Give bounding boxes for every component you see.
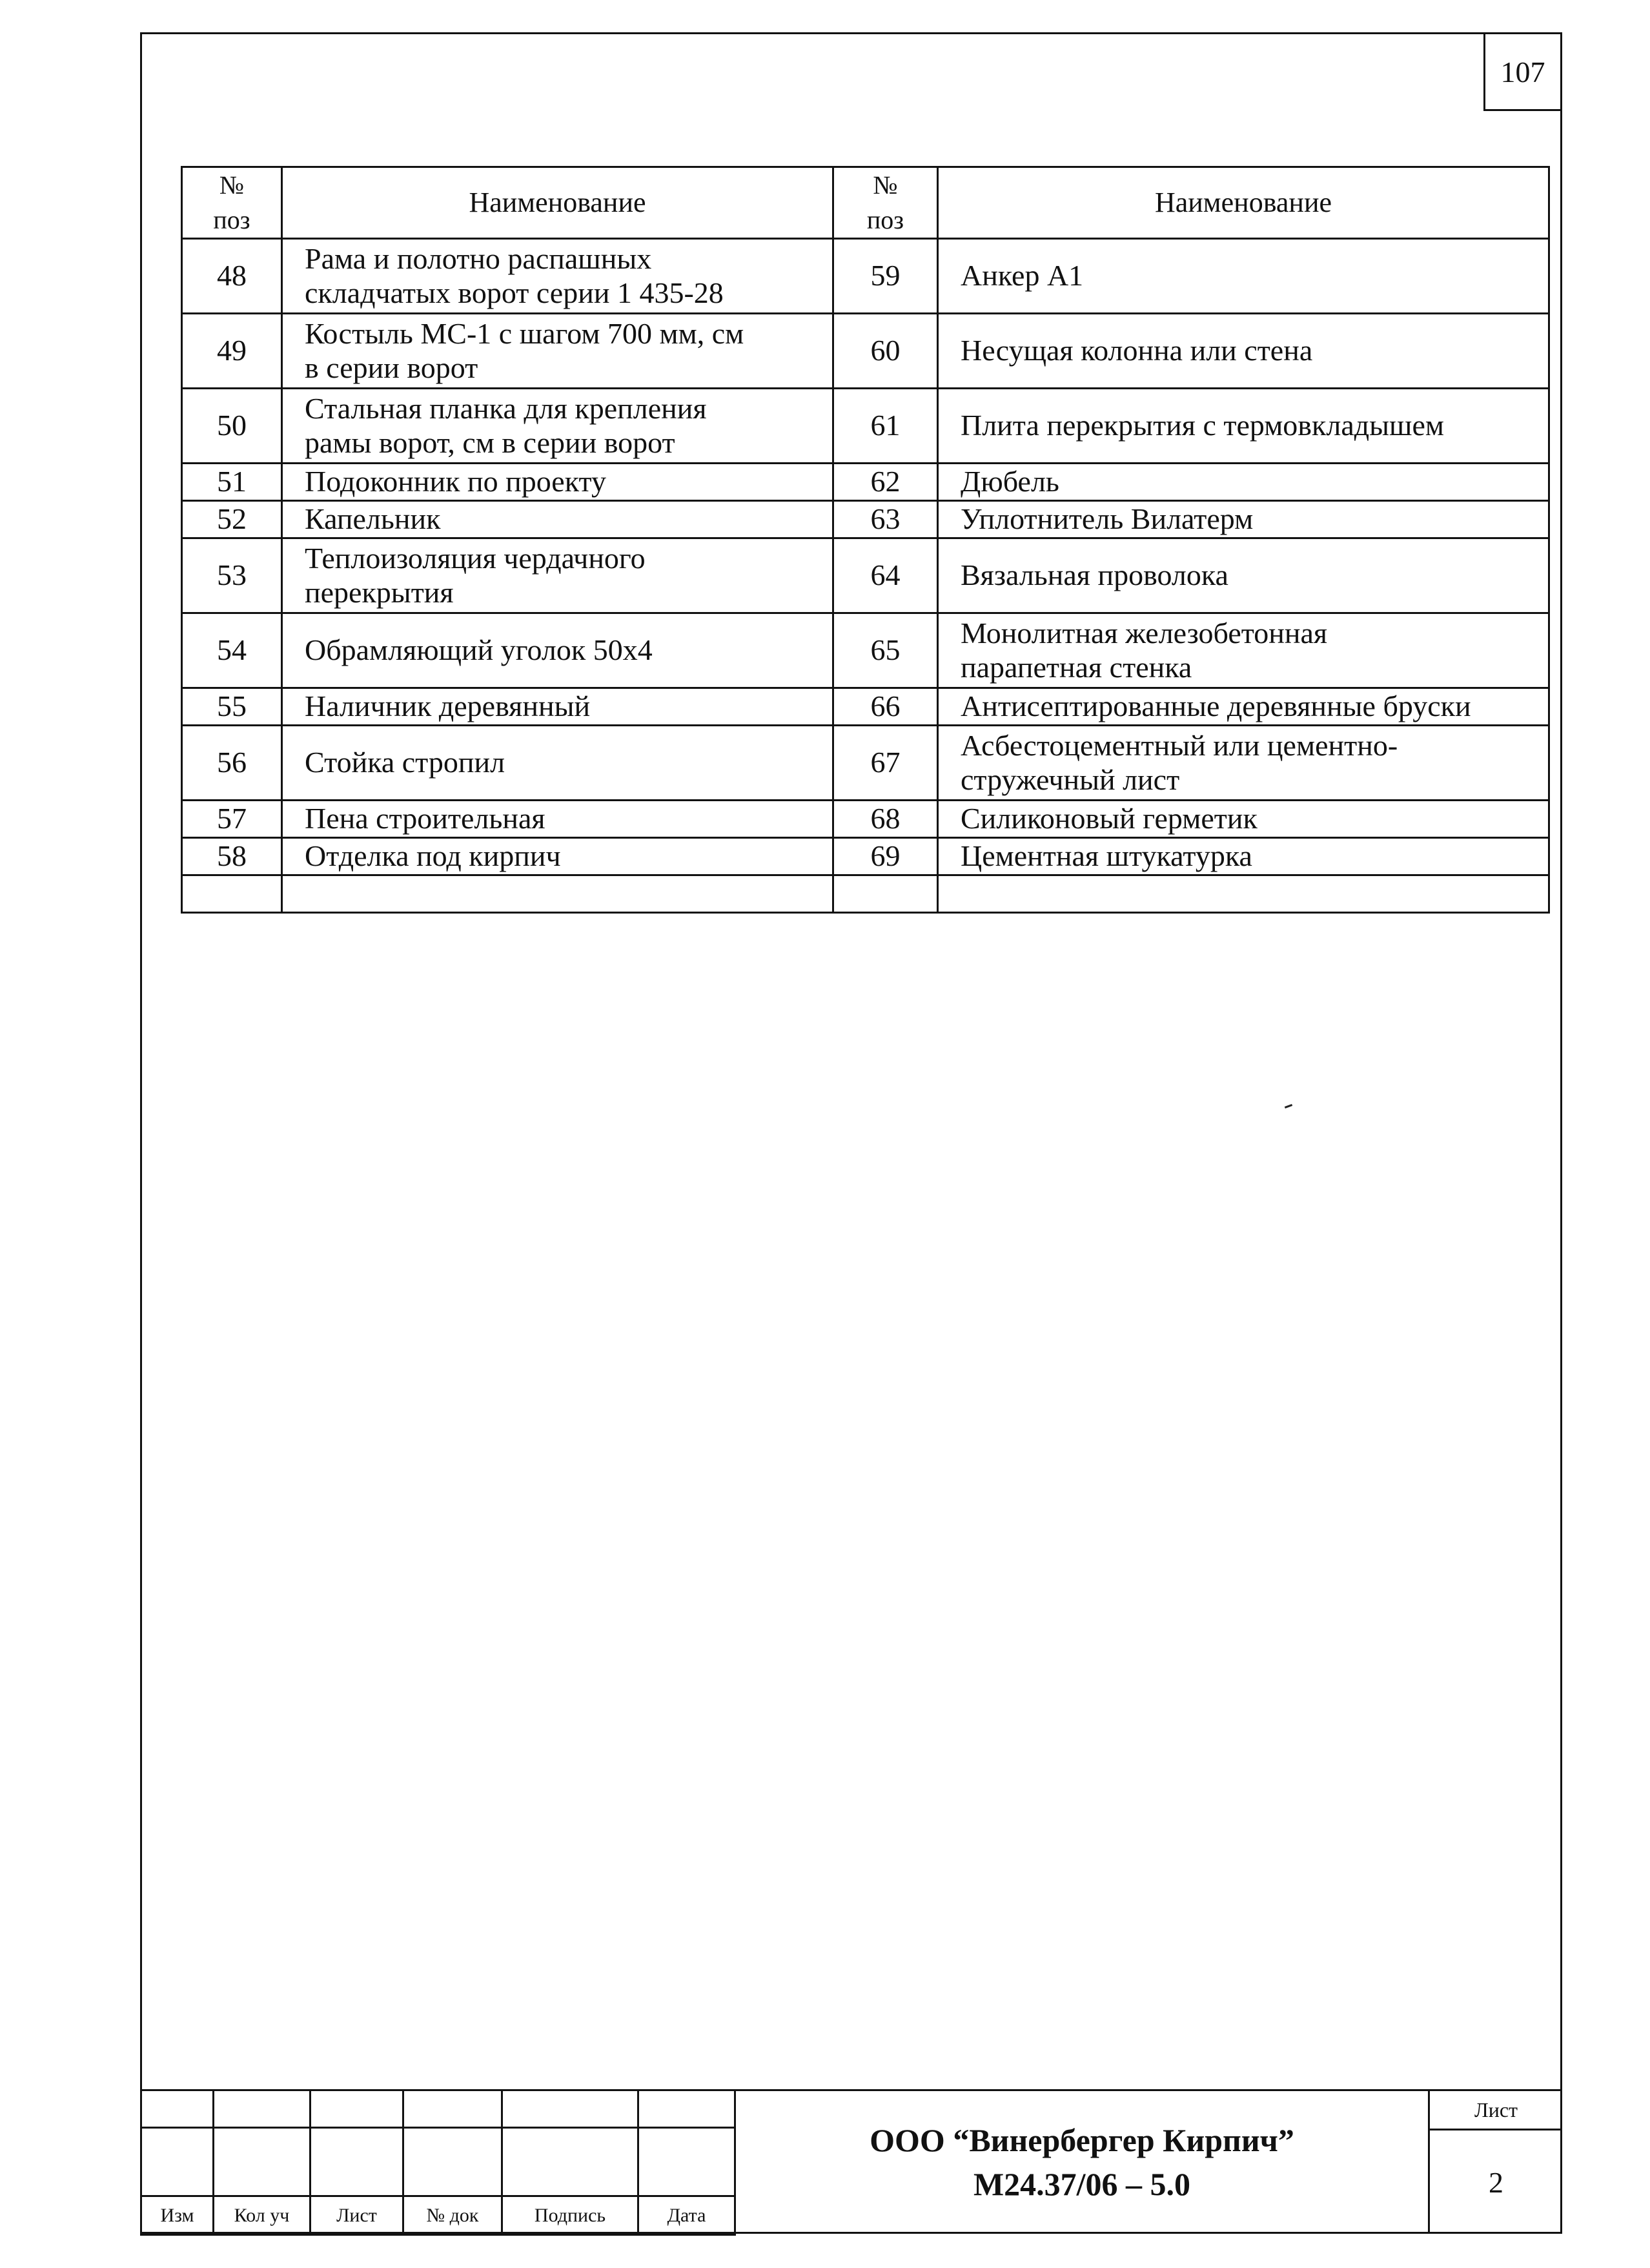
item-name-line: Вязальная проволока [961, 558, 1228, 592]
item-name-right [938, 389, 1549, 464]
pos-number-right: 66 [833, 688, 938, 726]
sheet-value: 2 [1489, 2165, 1503, 2199]
table-row [182, 801, 1549, 838]
item-name-left [282, 838, 833, 875]
table-row-empty [182, 875, 1549, 913]
item-name-line: Костыль МС-1 с шагом 700 мм, см [305, 316, 744, 350]
item-name-left [282, 314, 833, 389]
table-row [182, 613, 1549, 688]
item-name-line: складчатых ворот серии 1 435-28 [305, 276, 724, 309]
company-block [734, 2089, 1428, 2234]
col-label-izm: Изм [141, 2196, 214, 2235]
company-name: ООО “Винербергер Кирпич” [870, 2122, 1294, 2158]
item-name-line: Силиконовый герметик [961, 802, 1258, 835]
item-name-line: Пена строительная [305, 802, 545, 835]
col-label-doc-num: № док [403, 2196, 502, 2235]
item-name-right [938, 464, 1549, 501]
table-row [182, 389, 1549, 464]
pos-number-left: 52 [182, 501, 282, 538]
item-name-right [938, 239, 1549, 314]
pos-number-left: 54 [182, 613, 282, 688]
header-num-abbr: поз [866, 205, 904, 234]
item-name-line: Цементная штукатурка [961, 839, 1252, 873]
header-name-left: Наименование [282, 167, 833, 239]
table-row [182, 688, 1549, 726]
table-row [182, 501, 1549, 538]
item-name-line: Антисептированные деревянные бруски [961, 690, 1471, 723]
item-name-left [282, 801, 833, 838]
item-name-line: Несущая колонна или стена [961, 334, 1313, 367]
item-name-line: Уплотнитель Вилатерм [961, 502, 1254, 536]
col-label-list: Лист [311, 2196, 403, 2235]
empty-cell [833, 875, 938, 913]
table-row [182, 314, 1549, 389]
header-num-abbr: поз [213, 205, 250, 234]
item-name-left [282, 389, 833, 464]
header-num-left [182, 167, 282, 239]
pos-number-left: 58 [182, 838, 282, 875]
item-name-line: в серии ворот [305, 351, 478, 384]
item-name-right [938, 501, 1549, 538]
table-header-row [182, 167, 1549, 239]
item-name-line: Анкер А1 [961, 259, 1084, 292]
pos-number-left: 57 [182, 801, 282, 838]
table-row [182, 838, 1549, 875]
table-row [182, 464, 1549, 501]
pos-number-left: 55 [182, 688, 282, 726]
item-name-line: Плита перекрытия с термовкладышем [961, 409, 1445, 442]
col-label-kol-uch: Кол уч [214, 2196, 311, 2235]
item-name-line: Наличник деревянный [305, 690, 591, 723]
pos-number-right: 69 [833, 838, 938, 875]
item-name-line: Стальная планка для крепления [305, 391, 707, 425]
item-name-line: Дюбель [961, 465, 1059, 498]
table-row [182, 239, 1549, 314]
item-name-left [282, 501, 833, 538]
item-name-right [938, 726, 1549, 801]
header-name-right: Наименование [938, 167, 1549, 239]
item-name-line: Обрамляющий уголок 50х4 [305, 633, 653, 667]
item-name-right [938, 314, 1549, 389]
pos-number-right: 68 [833, 801, 938, 838]
empty-cell [938, 875, 1549, 913]
item-name-line: Стойка стропил [305, 746, 505, 779]
header-num-symbol: № [873, 170, 898, 199]
title-block [140, 2089, 1562, 2234]
item-name-right [938, 613, 1549, 688]
item-name-line: рамы ворот, см в серии ворот [305, 425, 675, 459]
item-name-line: Подоконник по проекту [305, 465, 606, 498]
item-name-line: Монолитная железобетонная [961, 616, 1328, 649]
item-name-right [938, 801, 1549, 838]
item-name-right [938, 838, 1549, 875]
item-name-left [282, 239, 833, 314]
specification-table [181, 166, 1550, 914]
item-name-line: перекрытия [305, 575, 454, 609]
pos-number-left: 48 [182, 239, 282, 314]
table-row [182, 538, 1549, 613]
pos-number-left: 56 [182, 726, 282, 801]
pos-number-right: 67 [833, 726, 938, 801]
header-num-symbol: № [219, 170, 245, 199]
item-name-line: Теплоизоляция чердачного [305, 541, 646, 575]
pos-number-right: 62 [833, 464, 938, 501]
item-name-left [282, 613, 833, 688]
revision-labels-row [141, 2196, 735, 2235]
sheet-label: Лист [1430, 2091, 1562, 2130]
table-row [182, 726, 1549, 801]
item-name-left [282, 464, 833, 501]
revision-grid [140, 2089, 736, 2236]
pos-number-left: 53 [182, 538, 282, 613]
header-num-right [833, 167, 938, 239]
item-name-line: Асбестоцементный или цементно- [961, 728, 1398, 762]
item-name-line: Рама и полотно распашных [305, 241, 652, 275]
pos-number-right: 59 [833, 239, 938, 314]
pos-number-left: 51 [182, 464, 282, 501]
sheet-box [1428, 2089, 1562, 2234]
empty-cell [182, 875, 282, 913]
item-name-left [282, 726, 833, 801]
pos-number-right: 63 [833, 501, 938, 538]
document-code: М24.37/06 – 5.0 [973, 2165, 1191, 2202]
item-name-line: Капельник [305, 502, 441, 536]
item-name-line: Отделка под кирпич [305, 839, 561, 873]
pos-number-left: 50 [182, 389, 282, 464]
pos-number-right: 65 [833, 613, 938, 688]
col-label-signature: Подпись [502, 2196, 638, 2235]
page-number: 107 [1483, 32, 1562, 111]
pos-number-right: 61 [833, 389, 938, 464]
pos-number-right: 60 [833, 314, 938, 389]
item-name-right [938, 688, 1549, 726]
item-name-line: стружечный лист [961, 762, 1180, 796]
pos-number-left: 49 [182, 314, 282, 389]
item-name-line: парапетная стенка [961, 650, 1192, 684]
pos-number-right: 64 [833, 538, 938, 613]
item-name-left [282, 688, 833, 726]
empty-cell [282, 875, 833, 913]
item-name-right [938, 538, 1549, 613]
item-name-left [282, 538, 833, 613]
col-label-date: Дата [638, 2196, 735, 2235]
